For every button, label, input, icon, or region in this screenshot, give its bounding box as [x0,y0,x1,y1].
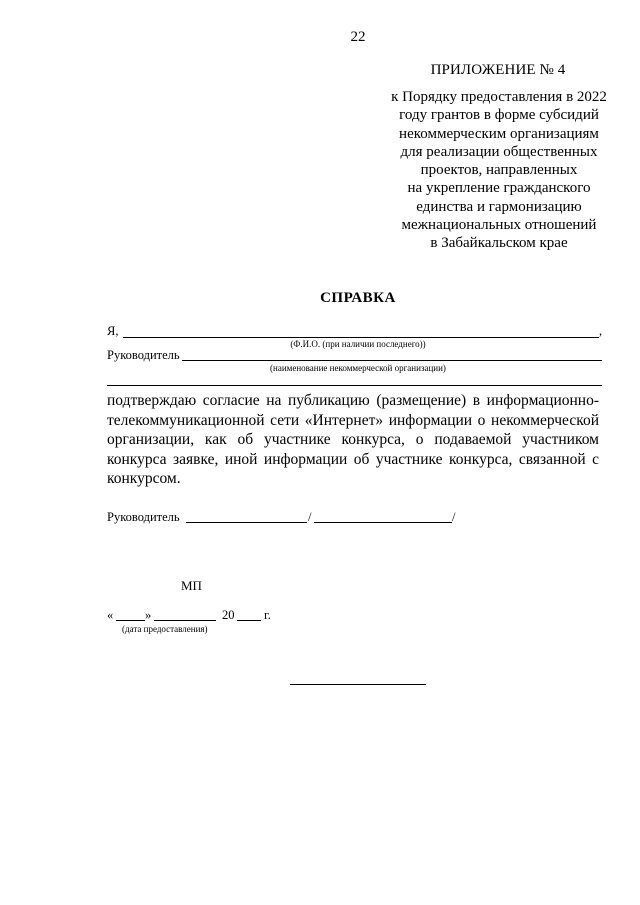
page-number: 22 [350,29,366,45]
document-title: СПРАВКА [320,290,396,306]
bottom-separator [290,684,426,685]
org-field-line[interactable] [182,360,602,361]
fio-caption: (Ф.И.О. (при наличии последнего)) [290,339,426,349]
org-caption: (наименование некоммерческой организации) [270,363,446,373]
annotation-line: в Забайкальском крае [430,235,568,252]
appendix-title: ПРИЛОЖЕНИЕ № 4 [430,62,566,78]
appendix-annotation [372,88,626,253]
annotation-line: для реализации общественных [400,143,598,160]
annotation-line: межнациональных отношений [401,217,597,234]
date-year-prefix: 20 [222,608,235,622]
annotation-line: году грантов в форме субсидий [399,107,599,124]
signature-name-line[interactable] [314,522,452,523]
date-open-quote: « [107,608,114,622]
annotation-line: к Порядку предоставления в 2022 [391,89,607,105]
annotation-line: на укрепление гражданского [407,180,591,197]
date-month-line[interactable] [154,620,216,621]
fio-field-line[interactable] [123,337,599,338]
annotation-line: проектов, направленных [420,162,578,179]
stamp-label: МП [181,578,202,593]
head-label: Руководитель [107,348,180,362]
annotation-line: единства и гармонизацию [416,198,582,215]
signature-label: Руководитель [107,510,180,524]
consent-text: подтверждаю согласие на публикацию (размещение) в информационно-телекоммуникационной сети «Интернет» информации о некоммерческой организации, как об участнике конкурса, о подаваемой участником конкурса заявке, иной информации об участнике конкурса, связанной с конкурсом. [107,392,599,487]
fio-label: Я, [107,324,119,338]
signature-separator: / [452,510,456,524]
date-caption: (дата предоставления) [122,624,208,634]
date-day-line[interactable] [116,620,145,621]
signature-field-line[interactable] [186,522,307,523]
date-year-suffix: г. [264,608,271,622]
signature-separator: / [308,510,312,524]
fio-trailing-comma: , [599,324,603,338]
org-field-line-2[interactable] [107,385,602,386]
date-year-line[interactable] [237,620,261,621]
annotation-line: некоммерческим организациям [399,125,599,142]
date-close-quote: » [145,608,152,622]
